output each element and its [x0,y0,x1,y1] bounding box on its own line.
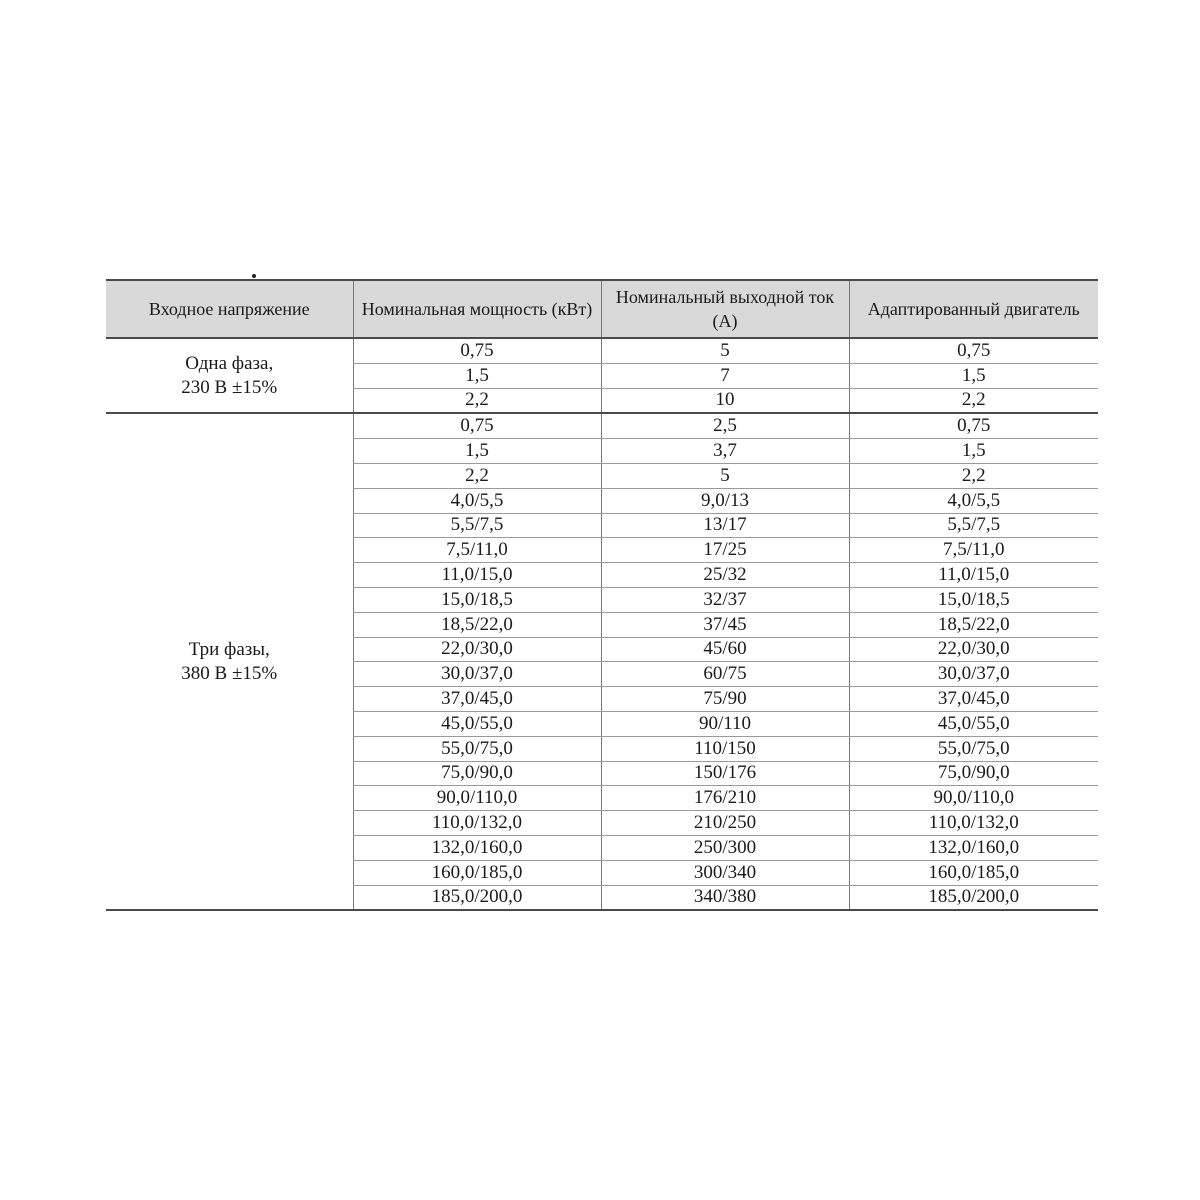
cell-adapted-motor: 55,0/75,0 [849,736,1098,761]
cell-rated-current: 60/75 [601,662,849,687]
cell-rated-power: 0,75 [353,413,601,438]
table-row [106,338,1098,363]
cell-adapted-motor: 5,5/7,5 [849,513,1098,538]
cell-rated-power: 2,2 [353,388,601,413]
cell-rated-power: 4,0/5,5 [353,488,601,513]
header-input-voltage: Входное напряжение [106,280,353,338]
table-body [106,338,1098,910]
table-row [106,413,1098,438]
cell-adapted-motor: 185,0/200,0 [849,885,1098,910]
cell-adapted-motor: 18,5/22,0 [849,612,1098,637]
cell-adapted-motor: 22,0/30,0 [849,637,1098,662]
cell-adapted-motor: 37,0/45,0 [849,687,1098,712]
cell-rated-current: 37/45 [601,612,849,637]
cell-rated-current: 25/32 [601,563,849,588]
group-label: Три фазы, 380 В ±15% [106,413,353,910]
cell-rated-power: 2,2 [353,463,601,488]
cell-adapted-motor: 90,0/110,0 [849,786,1098,811]
cell-rated-current: 90/110 [601,711,849,736]
cell-rated-current: 17/25 [601,538,849,563]
cell-rated-power: 5,5/7,5 [353,513,601,538]
cell-rated-current: 5 [601,338,849,363]
cell-adapted-motor: 2,2 [849,463,1098,488]
cell-rated-current: 250/300 [601,835,849,860]
cell-rated-current: 340/380 [601,885,849,910]
cell-rated-current: 13/17 [601,513,849,538]
cell-adapted-motor: 11,0/15,0 [849,563,1098,588]
cell-rated-power: 160,0/185,0 [353,860,601,885]
cell-rated-power: 90,0/110,0 [353,786,601,811]
cell-adapted-motor: 45,0/55,0 [849,711,1098,736]
header-adapted-motor: Адаптированный двигатель [849,280,1098,338]
cell-rated-current: 9,0/13 [601,488,849,513]
header-row [106,280,1098,338]
cell-rated-power: 30,0/37,0 [353,662,601,687]
cell-adapted-motor: 132,0/160,0 [849,835,1098,860]
cell-rated-current: 300/340 [601,860,849,885]
cell-rated-current: 75/90 [601,687,849,712]
cell-rated-current: 176/210 [601,786,849,811]
cell-rated-current: 150/176 [601,761,849,786]
cell-adapted-motor: 160,0/185,0 [849,860,1098,885]
cell-adapted-motor: 30,0/37,0 [849,662,1098,687]
table-header [106,280,1098,338]
cell-rated-power: 22,0/30,0 [353,637,601,662]
cell-adapted-motor: 15,0/18,5 [849,587,1098,612]
cell-rated-current: 5 [601,463,849,488]
cell-rated-power: 110,0/132,0 [353,811,601,836]
cell-adapted-motor: 7,5/11,0 [849,538,1098,563]
cell-rated-current: 7 [601,363,849,388]
cell-rated-current: 2,5 [601,413,849,438]
header-rated-power: Номинальная мощность (кВт) [353,280,601,338]
cell-rated-current: 110/150 [601,736,849,761]
cell-rated-power: 45,0/55,0 [353,711,601,736]
cell-rated-power: 132,0/160,0 [353,835,601,860]
cell-rated-current: 3,7 [601,439,849,464]
stray-dot [252,274,256,278]
cell-adapted-motor: 0,75 [849,413,1098,438]
cell-rated-current: 32/37 [601,587,849,612]
header-rated-current: Номинальный выходной ток (А) [601,280,849,338]
cell-rated-power: 15,0/18,5 [353,587,601,612]
cell-adapted-motor: 75,0/90,0 [849,761,1098,786]
cell-adapted-motor: 110,0/132,0 [849,811,1098,836]
cell-adapted-motor: 0,75 [849,338,1098,363]
cell-rated-power: 1,5 [353,439,601,464]
cell-rated-power: 37,0/45,0 [353,687,601,712]
cell-rated-current: 210/250 [601,811,849,836]
cell-adapted-motor: 4,0/5,5 [849,488,1098,513]
cell-rated-power: 0,75 [353,338,601,363]
cell-rated-power: 11,0/15,0 [353,563,601,588]
cell-rated-power: 18,5/22,0 [353,612,601,637]
cell-adapted-motor: 1,5 [849,363,1098,388]
cell-rated-current: 45/60 [601,637,849,662]
cell-rated-power: 7,5/11,0 [353,538,601,563]
cell-rated-power: 55,0/75,0 [353,736,601,761]
cell-rated-current: 10 [601,388,849,413]
cell-rated-power: 185,0/200,0 [353,885,601,910]
spec-table [106,279,1098,911]
cell-adapted-motor: 1,5 [849,439,1098,464]
group-label: Одна фаза, 230 В ±15% [106,338,353,413]
cell-rated-power: 75,0/90,0 [353,761,601,786]
cell-adapted-motor: 2,2 [849,388,1098,413]
cell-rated-power: 1,5 [353,363,601,388]
